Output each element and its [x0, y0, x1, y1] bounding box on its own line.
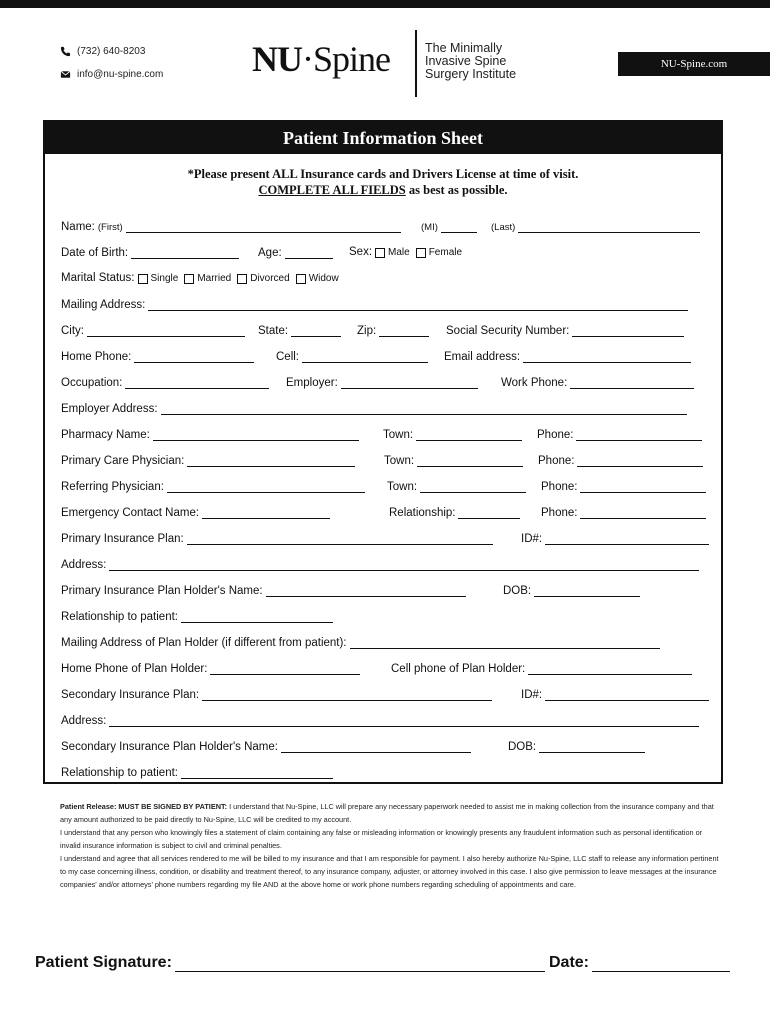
widow-box[interactable]: [296, 274, 306, 284]
emergency-field[interactable]: [202, 506, 330, 519]
emergency-relationship-label: Relationship:: [389, 507, 456, 519]
secondary-plan-field[interactable]: [202, 688, 492, 701]
note-underlined: COMPLETE ALL FIELDS: [258, 183, 406, 197]
date-field[interactable]: [592, 955, 730, 972]
referring-phone-label: Phone:: [541, 481, 578, 493]
male-checkbox[interactable]: [375, 247, 410, 258]
pharmacy-field[interactable]: [153, 428, 359, 441]
tagline-line-2: Invasive Spine: [425, 54, 507, 68]
pcp-town-field[interactable]: [417, 454, 523, 467]
pcp-label: Primary Care Physician:: [61, 455, 185, 467]
row-holder-phones: [61, 662, 711, 678]
age-field[interactable]: [285, 246, 333, 259]
envelope-icon: [60, 69, 71, 80]
row-primary-plan: [61, 532, 711, 548]
pcp-town-label: Town:: [384, 455, 415, 467]
primary-holder-label: Primary Insurance Plan Holder's Name:: [61, 585, 263, 597]
divorced-box[interactable]: [237, 274, 247, 284]
patient-form: [43, 120, 723, 784]
emergency-label: Emergency Contact Name:: [61, 507, 200, 519]
row-pcp: [61, 454, 711, 470]
mi-label: (MI): [421, 222, 438, 233]
ssn-field[interactable]: [572, 324, 684, 337]
row-secondary-plan: [61, 688, 711, 704]
widow-checkbox[interactable]: [296, 273, 339, 284]
tagline-line-3: Surgery Institute: [425, 67, 517, 81]
pharmacy-phone-field[interactable]: [576, 428, 702, 441]
employer-label: Employer:: [286, 377, 338, 389]
sex-label: Sex:: [349, 246, 373, 258]
pharmacy-phone-label: Phone:: [537, 429, 574, 441]
phone-number: (732) 640-8203: [77, 46, 146, 57]
state-field[interactable]: [291, 324, 341, 337]
dob-label: Date of Birth:: [61, 247, 129, 259]
pcp-field[interactable]: [187, 454, 355, 467]
primary-id-field[interactable]: [545, 532, 709, 545]
email-contact: [60, 69, 163, 80]
secondary-address-field[interactable]: [109, 714, 699, 727]
website-badge[interactable]: [618, 52, 770, 76]
employer-address-label: Employer Address:: [61, 403, 158, 415]
logo-nu: NU: [252, 39, 302, 79]
pharmacy-town-field[interactable]: [416, 428, 522, 441]
secondary-holder-label: Secondary Insurance Plan Holder's Name:: [61, 741, 278, 753]
top-bar: [0, 0, 770, 8]
employer-field[interactable]: [341, 376, 478, 389]
row-secondary-holder: [61, 740, 711, 756]
primary-address-label: Address:: [61, 559, 107, 571]
signature-field[interactable]: [175, 955, 545, 972]
referring-label: Referring Physician:: [61, 481, 164, 493]
logo-spine: Spine: [313, 39, 391, 79]
secondary-relationship-label: Relationship to patient:: [61, 767, 178, 779]
married-box[interactable]: [184, 274, 194, 284]
single-label: Single: [150, 273, 179, 284]
primary-id-label: ID#:: [521, 533, 543, 545]
occupation-field[interactable]: [125, 376, 269, 389]
release-paragraph-3: I understand and agree that all services rendered to me will be billed to my insurance and that I am responsible for payment. I also hereby authorize Nu-Spine, LLC staff to release any information pertinent to my case concerning illness, condition, or disability and treatment thereof, to any insurance company, adjuster, or attorney involved in this case. I also give permission to leave messages at the insurance companies' and/or attorneys' phone numbers regarding my file AND at the above home or work phone numbers regarding scheduling of appointments and care.: [60, 854, 719, 889]
emergency-phone-label: Phone:: [541, 507, 578, 519]
married-label: Married: [197, 273, 232, 284]
row-secondary-address: [61, 714, 711, 730]
primary-holder-dob-field[interactable]: [534, 584, 640, 597]
first-name-field[interactable]: [126, 220, 401, 233]
mailing-label: Mailing Address:: [61, 299, 146, 311]
widow-label: Widow: [308, 273, 339, 284]
last-name-field[interactable]: [518, 220, 700, 233]
note-rest: as best as possible.: [405, 183, 508, 197]
occupation-label: Occupation:: [61, 377, 123, 389]
name-label: Name:: [61, 221, 95, 233]
state-label: State:: [258, 325, 289, 337]
holder-home-field[interactable]: [210, 662, 360, 675]
zip-label: Zip:: [357, 325, 377, 337]
cell-field[interactable]: [302, 350, 428, 363]
signature-label: Patient Signature:: [35, 954, 172, 971]
holder-cell-field[interactable]: [528, 662, 692, 675]
male-box[interactable]: [375, 248, 385, 258]
secondary-address-label: Address:: [61, 715, 107, 727]
cell-label: Cell:: [276, 351, 300, 363]
row-employer-address: [61, 402, 711, 418]
secondary-holder-dob-field[interactable]: [539, 740, 645, 753]
first-label: (First): [97, 222, 123, 233]
logo-divider: [415, 30, 417, 97]
form-note-2: [45, 183, 721, 198]
row-primary-address: [61, 558, 711, 574]
referring-phone-field[interactable]: [580, 480, 706, 493]
row-dob: [61, 246, 711, 262]
holder-cell-label: Cell phone of Plan Holder:: [391, 663, 526, 675]
pharmacy-label: Pharmacy Name:: [61, 429, 150, 441]
single-box[interactable]: [138, 274, 148, 284]
row-emergency: [61, 506, 711, 522]
row-primary-holder: [61, 584, 711, 600]
divorced-checkbox[interactable]: [237, 273, 289, 284]
email-label: Email address:: [444, 351, 521, 363]
phone-icon: [60, 46, 71, 57]
signature-row: [35, 954, 745, 976]
release-lead: Patient Release: MUST BE SIGNED BY PATIENT:: [60, 802, 228, 811]
secondary-plan-label: Secondary Insurance Plan:: [61, 689, 200, 701]
work-phone-label: Work Phone:: [501, 377, 568, 389]
form-title: Patient Information Sheet: [45, 122, 721, 154]
row-occupation: [61, 376, 711, 392]
secondary-id-label: ID#:: [521, 689, 543, 701]
website-link[interactable]: NU-Spine.com: [660, 58, 728, 70]
form-note-1: *Please present ALL Insurance cards and Drivers License at time of visit.: [187, 167, 579, 181]
emergency-relationship-field[interactable]: [458, 506, 520, 519]
row-referring: [61, 480, 711, 496]
holder-home-label: Home Phone of Plan Holder:: [61, 663, 208, 675]
age-label: Age:: [258, 247, 282, 259]
logo-dot: ·: [302, 39, 313, 79]
home-phone-label: Home Phone:: [61, 351, 132, 363]
secondary-holder-dob-label: DOB:: [508, 741, 537, 753]
release-p1: I understand that Nu-Spine, LLC will prepare any necessary paperwork needed to assist me in making collection from the insurance company and that any amount authorized to be paid directly to Nu-Spine, LLC will be credited to my account.: [60, 802, 714, 824]
married-checkbox[interactable]: [184, 273, 231, 284]
email-field[interactable]: [523, 350, 691, 363]
primary-holder-dob-label: DOB:: [503, 585, 532, 597]
female-checkbox[interactable]: [416, 247, 462, 258]
ssn-label: Social Security Number:: [446, 325, 570, 337]
row-name: [61, 220, 711, 236]
city-field[interactable]: [87, 324, 245, 337]
mi-field[interactable]: [441, 220, 477, 233]
primary-plan-field[interactable]: [187, 532, 493, 545]
release-paragraph-1: [60, 800, 720, 826]
city-label: City:: [61, 325, 84, 337]
row-holder-mailing: [61, 636, 711, 652]
marital-label: Marital Status:: [61, 272, 135, 284]
dob-field[interactable]: [131, 246, 239, 259]
nu-spine-logo: [252, 38, 390, 80]
zip-field[interactable]: [379, 324, 429, 337]
row-secondary-relationship: [61, 766, 711, 782]
divorced-label: Divorced: [250, 273, 290, 284]
pharmacy-town-label: Town:: [383, 429, 414, 441]
row-primary-relationship: [61, 610, 711, 626]
emergency-phone-field[interactable]: [580, 506, 706, 519]
primary-relationship-field[interactable]: [181, 610, 333, 623]
row-mailing: [61, 298, 711, 314]
secondary-holder-field[interactable]: [281, 740, 471, 753]
primary-plan-label: Primary Insurance Plan:: [61, 533, 184, 545]
home-phone-field[interactable]: [134, 350, 254, 363]
row-phones: [61, 350, 711, 366]
holder-mailing-label: Mailing Address of Plan Holder (if different from patient):: [61, 637, 347, 649]
release-paragraph-2: I understand that any person who knowingly files a statement of claim containing any false or misleading information or knowingly presents any fraudulent information such as personal identification or invalid insurance information is subject to civil and criminal penalties.: [60, 828, 703, 850]
row-marital: [61, 272, 711, 288]
female-box[interactable]: [416, 248, 426, 258]
secondary-relationship-field[interactable]: [181, 766, 333, 779]
phone-contact: [60, 46, 145, 57]
last-label: (Last): [491, 222, 516, 233]
secondary-id-field[interactable]: [545, 688, 709, 701]
holder-mailing-field[interactable]: [350, 636, 660, 649]
primary-address-field[interactable]: [109, 558, 699, 571]
referring-field[interactable]: [167, 480, 365, 493]
referring-town-label: Town:: [387, 481, 418, 493]
primary-holder-field[interactable]: [266, 584, 466, 597]
mailing-field[interactable]: [148, 298, 688, 311]
female-label: Female: [428, 247, 463, 258]
pcp-phone-field[interactable]: [577, 454, 703, 467]
patient-release: [60, 800, 720, 891]
employer-address-field[interactable]: [161, 402, 687, 415]
tagline-line-1: The Minimally: [425, 41, 503, 55]
row-pharmacy: [61, 428, 711, 444]
work-phone-field[interactable]: [570, 376, 694, 389]
referring-town-field[interactable]: [420, 480, 526, 493]
logo-tagline: [425, 42, 516, 81]
pcp-phone-label: Phone:: [538, 455, 575, 467]
row-city: [61, 324, 711, 340]
date-label: Date:: [549, 954, 590, 971]
primary-relationship-label: Relationship to patient:: [61, 611, 178, 623]
male-label: Male: [388, 247, 410, 258]
email-address: info@nu-spine.com: [77, 69, 164, 80]
single-checkbox[interactable]: [138, 273, 179, 284]
